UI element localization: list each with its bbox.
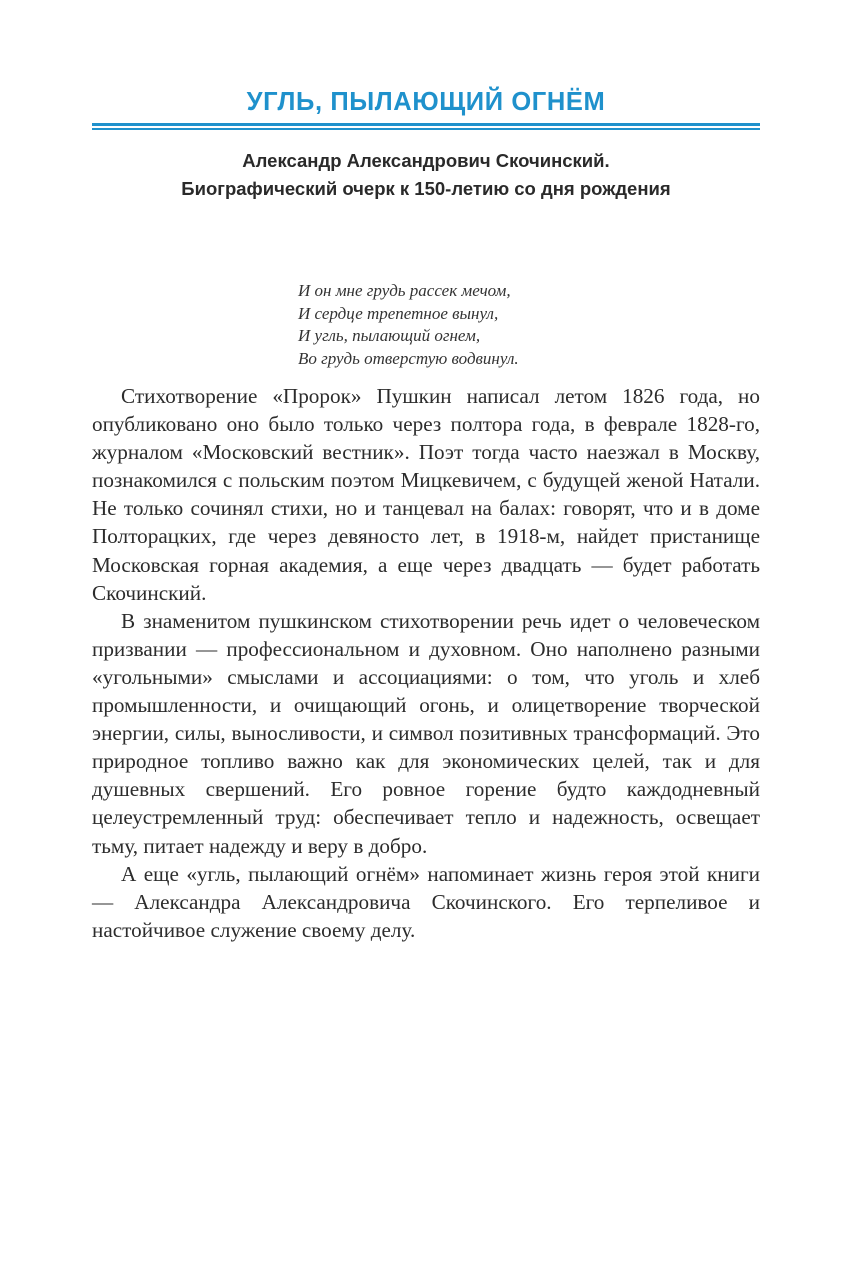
title-rule-thick (92, 123, 760, 126)
title-rule-thin (92, 128, 760, 130)
epigraph (298, 280, 519, 370)
epigraph-line: И сердце трепетное вынул, (298, 303, 499, 323)
subtitle-line: Биографический очерк к 150-летию со дня рождения (181, 178, 671, 199)
paragraph: Стихотворение «Пророк» Пушкин написал летом 1826 года, но опубликовано оно было только через полтора года, в феврале 1828-го, журналом «Московский вестник». Поэт тогда часто наезжал в Москву, познакомился с польским поэтом Мицкевичем, с будущей женой Натали. Не только сочинял стихи, но и танцевал на балах: говорят, что и в доме Полторацких, где через девяносто лет, в 1918-м, найдет пристанище Московская горная академия, а еще через двадцать — будет работать Скочинский. (92, 384, 760, 605)
book-page (92, 0, 760, 1270)
chapter-subtitle (92, 147, 760, 203)
epigraph-line: И он мне грудь рассек мечом, (298, 281, 511, 300)
chapter-title: УГЛЬ, ПЫЛАЮЩИЙ ОГНЁМ (246, 88, 606, 116)
body-text (92, 382, 760, 944)
paragraph: В знаменитом пушкинском стихотворении речь идет о человеческом призвании — профессиональном и духовном. Оно наполнено разными «угольными» смыслами и ассоциациями: о том, что уголь и хлеб промышленности, и очищающий огонь, и олицетворение творческой энергии, силы, выносливости, и символ позитивных трансформаций. Это природное топливо важно как для экономических целей, так и для душевных свершений. Его ровное горение будто каждодневный целеустремленный труд: обеспечивает тепло и надежность, освещает тьму, питает надежду и веру в добро. (92, 608, 760, 858)
epigraph-line: Во грудь отверстую водвинул. (298, 348, 519, 368)
paragraph: А еще «угль, пылающий огнём» напоминает жизнь героя этой книги — Александра Александровича Скочинского. Его терпеливое и настойчивое служение своему делу. (92, 861, 760, 942)
subtitle-line: Александр Александрович Скочинский. (242, 150, 610, 171)
epigraph-line: И угль, пылающий огнем, (298, 326, 481, 345)
